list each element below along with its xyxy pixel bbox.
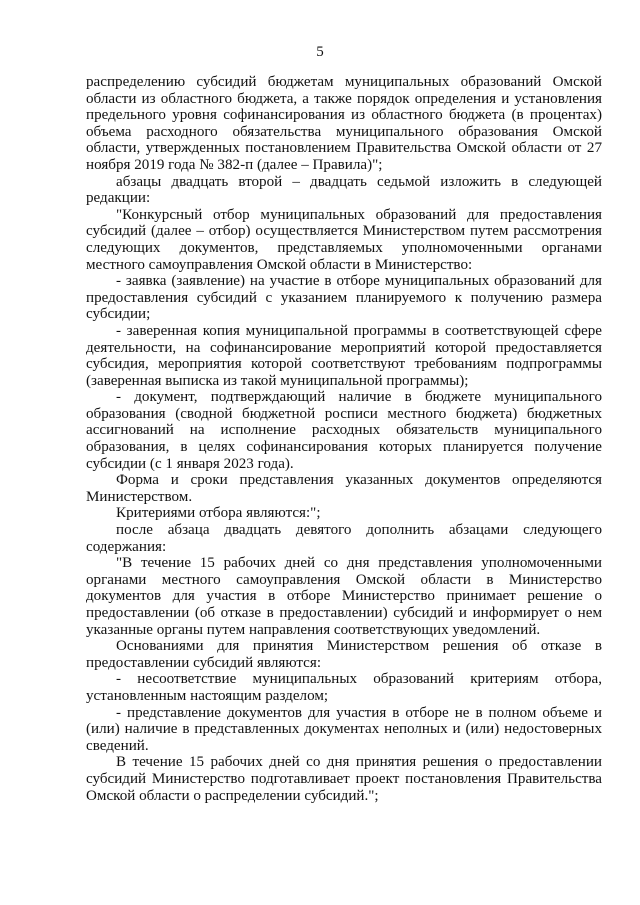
paragraph-15-days-draft: В течение 15 рабочих дней со дня принятия решения о предоставлении субсидий Министерство подготавливает проект постановления Правительства Омской области о распределении субсидий."; [86, 754, 602, 804]
paragraph-amendment-22-27: абзацы двадцать второй – двадцать седьмой изложить в следующей редакции: [86, 173, 602, 207]
page-number: 5 [316, 44, 324, 60]
paragraph-criteria: Критериями отбора являются:"; [116, 505, 321, 522]
paragraph-continuation: распределению субсидий бюджетам муниципальных образований Омской области из областного бюджета, а также порядок определения и установления предельного уровня софинансирования из областного бюджета (в процентах) объема расходного обязательства муниципального образования Омской области, утвержденных постановлением Правительства Омской области от 27 ноября 2019 года № 382-п (далее – Правила)"; [86, 74, 602, 173]
list-item-program-copy: - заверенная копия муниципальной программы в соответствующей сфере деятельности, на софинансирование мероприятий которой предоставляется субсидия, мероприятия которой соответствуют требованиям подпрограммы (заверенная выписка из такой муниципальной программы); [86, 322, 602, 389]
list-item-incomplete-documents: - представление документов для участия в отборе не в полном объеме и (или) наличие в представленных документах неполных и (или) недостоверных сведений. [86, 704, 602, 754]
paragraph-after-29: после абзаца двадцать девятого дополнить абзацами следующего содержания: [86, 522, 602, 555]
paragraph-competitive-selection: "Конкурсный отбор муниципальных образований для предоставления субсидий (далее – отбор) осуществляется Министерством путем рассмотрения следующих документов, представляемых уполномоченными органами местного самоуправления Омской области в Министерство: [86, 206, 602, 273]
list-item-budget-document: - документ, подтверждающий наличие в бюджете муниципального образования (сводной бюджетной росписи местного бюджета) бюджетных ассигнований на исполнение расходных обязательств муниципального образования, в целях софинансирования которых планируется получение субсидии (с 1 января 2023 года). [86, 389, 602, 472]
paragraph-15-days-decision: "В течение 15 рабочих дней со дня представления уполномоченными органами местного самоуправления Омской области в Министерство документов для участия в отборе Министерство принимает решение о предоставлении (об отказе в предоставлении) субсидий и информирует о нем указанные органы путем направления соответствующих уведомлений. [86, 555, 602, 638]
document-body [86, 74, 602, 804]
list-item-application: - заявка (заявление) на участие в отборе муниципальных образований для предоставления субсидий с указанием планируемого к получению размера субсидии; [86, 273, 602, 323]
paragraph-form-and-terms: Форма и сроки представления указанных документов определяются Министерством. [86, 472, 602, 505]
paragraph-refusal-grounds: Основаниями для принятия Министерством решения об отказе в предоставлении субсидий являются: [86, 638, 602, 671]
list-item-criteria-mismatch: - несоответствие муниципальных образований критериям отбора, установленным настоящим разделом; [86, 671, 602, 704]
